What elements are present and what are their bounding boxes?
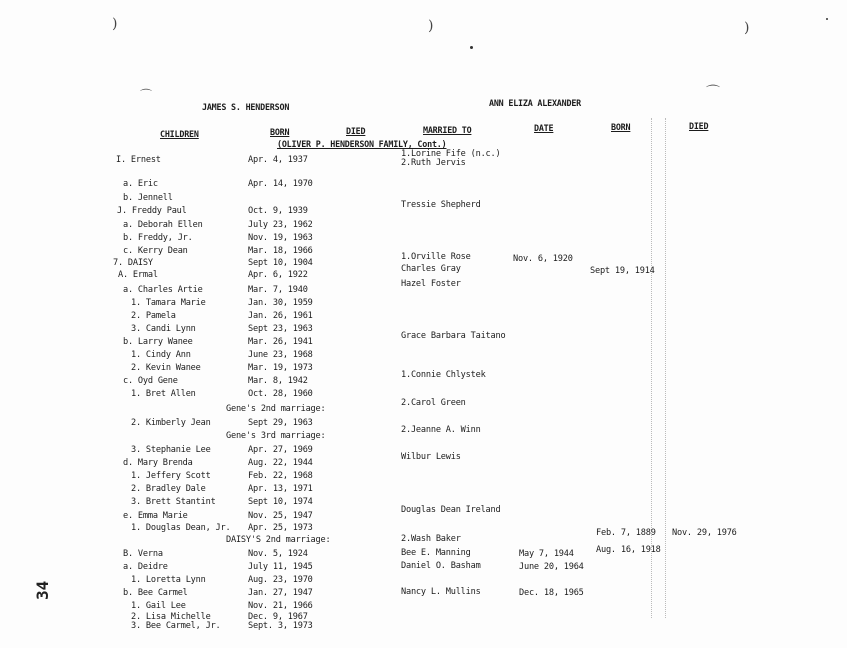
child-name: 1. Loretta Lynn	[131, 575, 206, 585]
child-name: a. Charles Artie	[123, 285, 203, 295]
marriage-date: June 20, 1964	[519, 562, 584, 572]
spouse-name: Grace Barbara Taitano	[401, 331, 506, 341]
child-name: a. Deidre	[123, 562, 168, 572]
col-born-2: BORN	[611, 122, 631, 132]
col-children: CHILDREN	[160, 129, 199, 139]
child-name: 3. Brett Stantint	[131, 497, 216, 507]
child-name: 3. Stephanie Lee	[131, 445, 211, 455]
spouse-name: Hazel Foster	[401, 279, 461, 289]
child-name: c. Oyd Gene	[123, 376, 178, 386]
child-name: 1. Bret Allen	[131, 389, 196, 399]
spouse-name: Nancy L. Mullins	[401, 587, 481, 597]
child-name: B. Verna	[123, 549, 163, 559]
spouse-name: 2.Carol Green	[401, 398, 466, 408]
born-date: Apr. 25, 1973	[248, 523, 313, 533]
born-date: Aug. 22, 1944	[248, 458, 313, 468]
col-married-to: MARRIED TO	[423, 125, 472, 135]
child-name: b. Bee Carmel	[123, 588, 188, 598]
speck	[826, 18, 828, 20]
born-date: Nov. 19, 1963	[248, 233, 313, 243]
spouse-name: Charles Gray	[401, 264, 461, 274]
spouse-born-date: Sept 19, 1914	[590, 266, 655, 276]
marriage-note: DAISY'S 2nd marriage:	[226, 535, 331, 545]
scan-mark: )	[744, 20, 750, 36]
spouse-name: 1.Connie Chlystek	[401, 370, 486, 380]
spouse-name: Wilbur Lewis	[401, 452, 461, 462]
born-date: Dec. 9, 1967	[248, 612, 308, 622]
col-born: BORN	[270, 127, 290, 137]
subtitle: (OLIVER P. HENDERSON FAMILY, Cont.)	[277, 139, 447, 149]
born-date: Aug. 23, 1970	[248, 575, 313, 585]
child-name: b. Jennell	[123, 193, 173, 203]
child-name: 1. Jeffery Scott	[131, 471, 211, 481]
born-date: Sept 23, 1963	[248, 324, 313, 334]
marriage-date: May 7, 1944	[519, 549, 574, 559]
child-name: 1. Cindy Ann	[131, 350, 191, 360]
born-date: Mar. 8, 1942	[248, 376, 308, 386]
spouse-born-date: Aug. 16, 1918	[596, 545, 661, 555]
scan-mark: ⌒	[140, 88, 153, 102]
speck	[470, 46, 473, 49]
marriage-date: Nov. 6, 1920	[513, 254, 573, 264]
child-name: 7. DAISY	[113, 258, 153, 268]
scan-mark: )	[112, 16, 118, 32]
born-date: Sept 10, 1974	[248, 497, 313, 507]
child-name: 2. Lisa Michelle	[131, 612, 211, 622]
spouse-name: Douglas Dean Ireland	[401, 505, 501, 515]
husband-name: JAMES S. HENDERSON	[202, 102, 290, 112]
born-date: Apr. 4, 1937	[248, 155, 308, 165]
child-name: 2. Kimberly Jean	[131, 418, 211, 428]
spouse-died-date: Nov. 29, 1976	[672, 528, 737, 538]
child-name: 3. Bee Carmel, Jr.	[131, 621, 221, 631]
child-name: e. Emma Marie	[123, 511, 188, 521]
child-name: 1. Gail Lee	[131, 601, 186, 611]
col-died-2: DIED	[689, 121, 709, 131]
child-name: I. Ernest	[116, 155, 161, 165]
born-date: Sept 29, 1963	[248, 418, 313, 428]
child-name: A. Ermal	[118, 270, 158, 280]
born-date: Nov. 25, 1947	[248, 511, 313, 521]
marriage-note: Gene's 2nd marriage:	[226, 404, 326, 414]
born-date: Nov. 5, 1924	[248, 549, 308, 559]
child-name: 1. Tamara Marie	[131, 298, 206, 308]
child-name: 2. Pamela	[131, 311, 176, 321]
child-name: b. Freddy, Jr.	[123, 233, 193, 243]
born-date: Mar. 7, 1940	[248, 285, 308, 295]
spouse-name: 2.Ruth Jervis	[401, 158, 466, 168]
born-date: Apr. 14, 1970	[248, 179, 313, 189]
spouse-name: Tressie Shepherd	[401, 200, 481, 210]
born-date: June 23, 1968	[248, 350, 313, 360]
born-date: Feb. 22, 1968	[248, 471, 313, 481]
born-date: Sept 10, 1904	[248, 258, 313, 268]
born-date: July 11, 1945	[248, 562, 313, 572]
child-name: J. Freddy Paul	[117, 206, 187, 216]
child-name: 2. Kevin Wanee	[131, 363, 201, 373]
child-name: a. Deborah Ellen	[123, 220, 203, 230]
fold-line	[665, 118, 666, 618]
spouse-name: Bee E. Manning	[401, 548, 471, 558]
born-date: Jan. 27, 1947	[248, 588, 313, 598]
marriage-date: Dec. 18, 1965	[519, 588, 584, 598]
child-name: d. Mary Brenda	[123, 458, 193, 468]
wife-name: ANN ELIZA ALEXANDER	[489, 98, 582, 108]
child-name: 1. Douglas Dean, Jr.	[131, 523, 231, 533]
marriage-note: Gene's 3rd marriage:	[226, 431, 326, 441]
child-name: a. Eric	[123, 179, 158, 189]
child-name: c. Kerry Dean	[123, 246, 188, 256]
born-date: Nov. 21, 1966	[248, 601, 313, 611]
born-date: Oct. 28, 1960	[248, 389, 313, 399]
child-name: b. Larry Wanee	[123, 337, 193, 347]
born-date: Mar. 26, 1941	[248, 337, 313, 347]
born-date: Oct. 9, 1939	[248, 206, 308, 216]
col-died: DIED	[346, 126, 366, 136]
col-date: DATE	[534, 123, 554, 133]
born-date: Mar. 19, 1973	[248, 363, 313, 373]
born-date: Apr. 13, 1971	[248, 484, 313, 494]
born-date: July 23, 1962	[248, 220, 313, 230]
born-date: Apr. 27, 1969	[248, 445, 313, 455]
born-date: Mar. 18, 1966	[248, 246, 313, 256]
spouse-born-date: Feb. 7, 1889	[596, 528, 656, 538]
spouse-name: 1.Lorine Fife (n.c.)	[401, 149, 501, 159]
spouse-name: 2.Jeanne A. Winn	[401, 425, 481, 435]
born-date: Sept. 3, 1973	[248, 621, 313, 631]
scan-mark: )	[428, 18, 434, 34]
spouse-name: 1.Orville Rose	[401, 252, 471, 262]
born-date: Apr. 6, 1922	[248, 270, 308, 280]
page-number: 34	[33, 580, 52, 600]
fold-line	[651, 118, 652, 618]
spouse-name: 2.Wash Baker	[401, 534, 461, 544]
born-date: Jan. 26, 1961	[248, 311, 313, 321]
child-name: 3. Candi Lynn	[131, 324, 196, 334]
spouse-name: Daniel O. Basham	[401, 561, 481, 571]
child-name: 2. Bradley Dale	[131, 484, 206, 494]
born-date: Jan. 30, 1959	[248, 298, 313, 308]
scan-mark: ⌒	[706, 85, 720, 101]
